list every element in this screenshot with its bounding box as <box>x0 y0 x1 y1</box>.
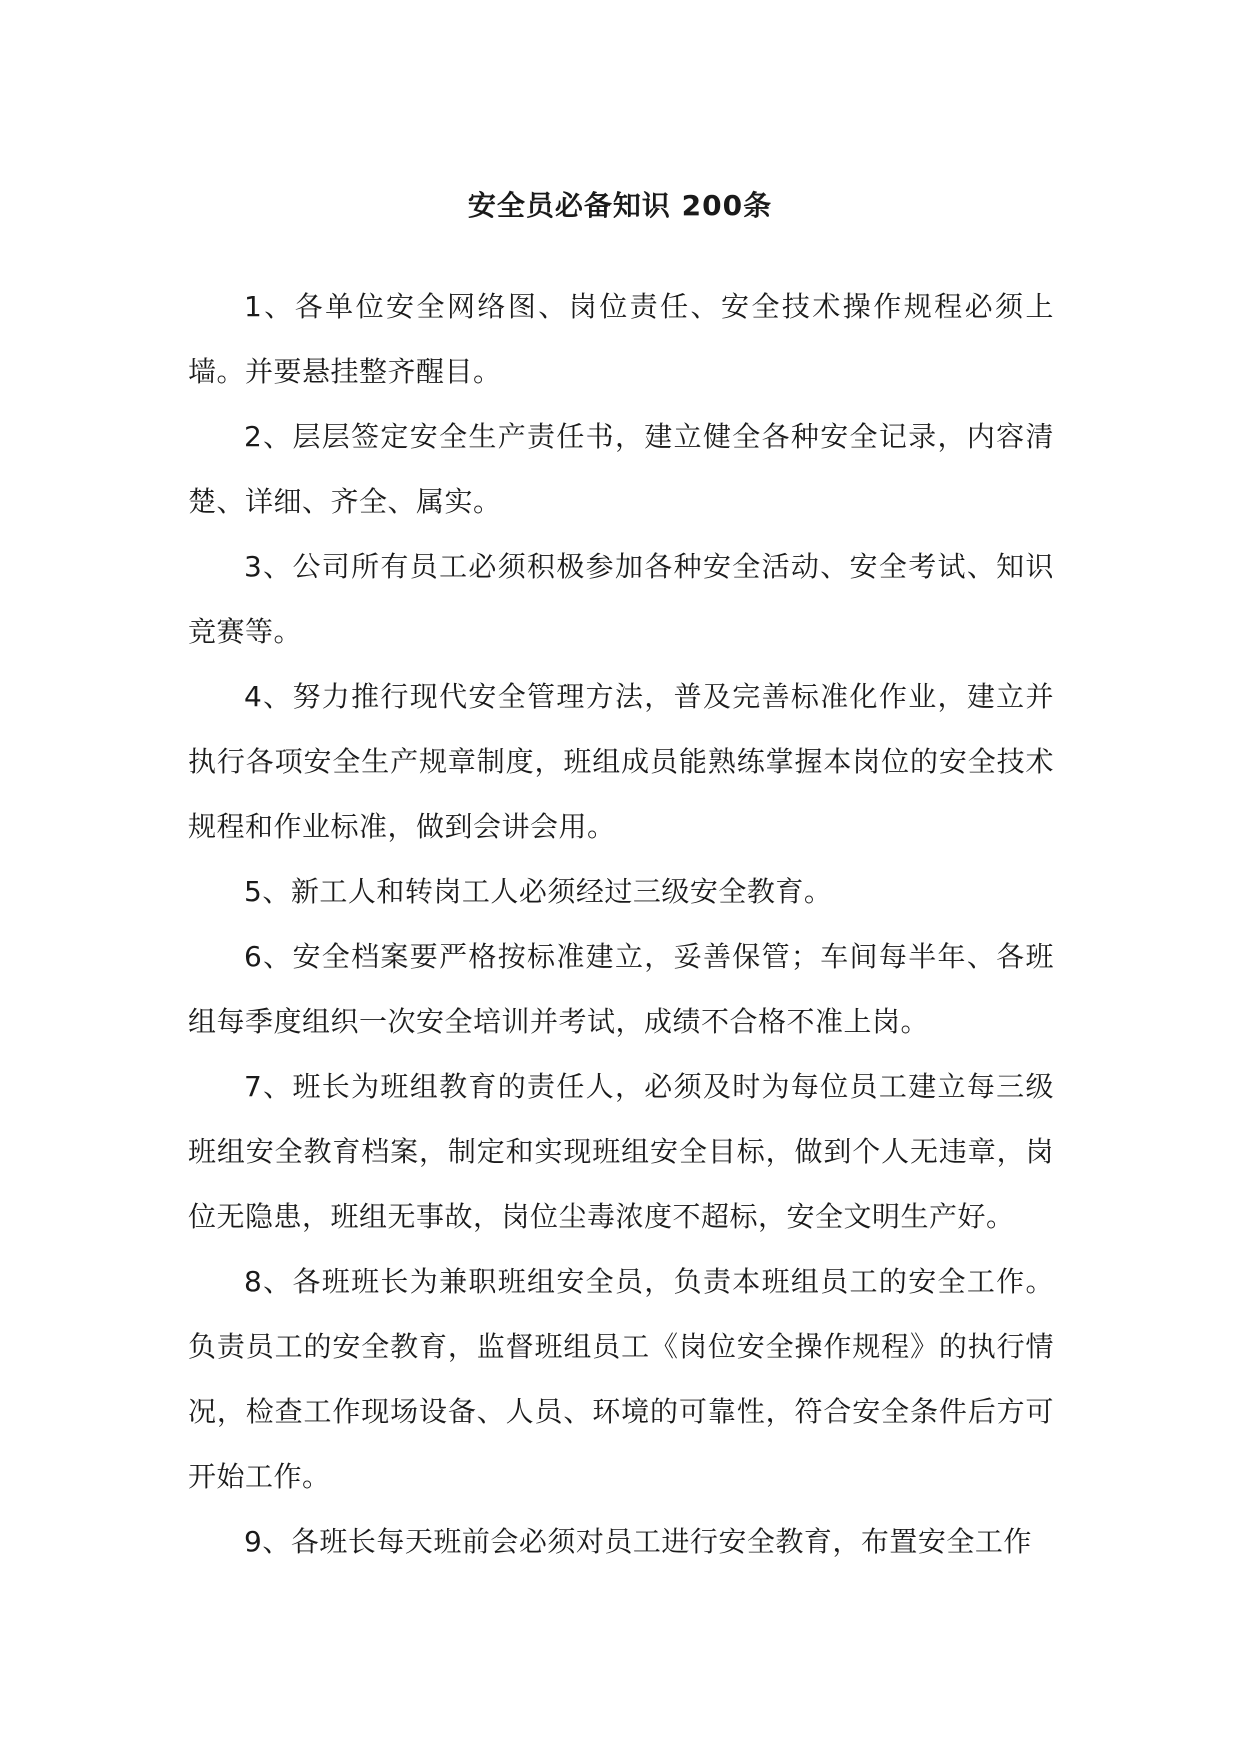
paragraph-4: 4、努力推行现代安全管理方法，普及完善标准化作业，建立并执行各项安全生产规章制度，班组成员能熟练掌握本岗位的安全技术规程和作业标准，做到会讲会用。 <box>188 680 1054 843</box>
paragraph-3: 3、公司所有员工必须积极参加各种安全活动、安全考试、知识竞赛等。 <box>188 550 1054 648</box>
document-title: 安全员必备知识 200条 <box>467 189 773 222</box>
paragraph-6: 6、安全档案要严格按标准建立，妥善保管；车间每半年、各班组每季度组织一次安全培训并考试，成绩不合格不准上岗。 <box>188 940 1054 1038</box>
document-body <box>188 274 1054 1574</box>
paragraph-1: 1、各单位安全网络图、岗位责任、安全技术操作规程必须上墙。并要悬挂整齐醒目。 <box>188 290 1054 388</box>
paragraph-9: 9、各班长每天班前会必须对员工进行安全教育，布置安全工作 <box>244 1525 1032 1558</box>
paragraph-8: 8、各班班长为兼职班组安全员，负责本班组员工的安全工作。负责员工的安全教育，监督班组员工《岗位安全操作规程》的执行情况，检查工作现场设备、人员、环境的可靠性，符合安全条件后方可开始工作。 <box>188 1265 1054 1493</box>
paragraph-5: 5、新工人和转岗工人必须经过三级安全教育。 <box>244 875 833 908</box>
paragraph-7: 7、班长为班组教育的责任人，必须及时为每位员工建立每三级班组安全教育档案，制定和实现班组安全目标，做到个人无违章，岗位无隐患，班组无事故，岗位尘毒浓度不超标，安全文明生产好。 <box>188 1070 1054 1233</box>
paragraph-2: 2、层层签定安全生产责任书，建立健全各种安全记录，内容清楚、详细、齐全、属实。 <box>188 420 1054 518</box>
